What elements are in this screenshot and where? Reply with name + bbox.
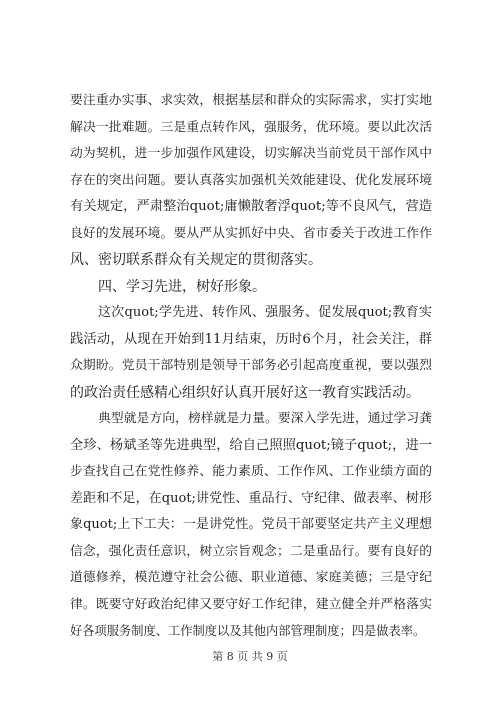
body-text bbox=[70, 88, 432, 645]
text-line: 象quot;上下工夫：一是讲党性。党员干部要坚定共产主义理想 bbox=[70, 517, 432, 532]
text-line: 解决一批难题。三是重点转作风，强服务，优环境。要以此次活 bbox=[70, 119, 432, 135]
section-heading bbox=[70, 274, 432, 301]
text-line: 全珍、杨斌圣等先进典型，给自己照照quot;镜子quot;，进一 bbox=[70, 437, 432, 453]
paragraph bbox=[70, 300, 432, 406]
text-line: 的政治责任感精心组织好认真开展好这一教育实践活动。 bbox=[70, 384, 420, 401]
text-line: 存在的突出问题。要认真落实加强机关效能建设、优化发展环境 bbox=[70, 172, 432, 188]
text-line: 风、密切联系群众有关规定的贯彻落实。 bbox=[70, 252, 322, 268]
text-line: 践活动，从现在开始到11月结束，历时6个月，社会关注，群 bbox=[70, 331, 432, 347]
text-line: 差距和不足，在quot;讲党性、重品行、守纪律、做表率、树形 bbox=[70, 490, 432, 506]
text-line: 众期盼。党员干部特别是领导干部务必引起高度重视，要以强烈 bbox=[70, 358, 432, 373]
text-line: 信念，强化责任意识，树立宗旨观念；二是重品行。要有良好的 bbox=[70, 543, 432, 559]
text-line: 典型就是方向，榜样就是力量。要深入学先进，通过学习龚 bbox=[98, 411, 432, 426]
text-line: 要注重办实事、求实效，根据基层和群众的实际需求，实打实地 bbox=[70, 93, 432, 108]
text-line: 有关规定，严肃整治quot;庸懒散奢浮quot;等不良风气，营造 bbox=[70, 199, 432, 214]
text-line: 好各项服务制度、工作制度以及其他内部管理制度；四是做表率。 bbox=[70, 624, 426, 638]
page-number-footer: 第 8 页 共 9 页 bbox=[212, 650, 288, 663]
paragraph bbox=[70, 88, 432, 274]
text-line: 步查找自己在党性修养、能力素质、工作作风、工作业绩方面的 bbox=[70, 464, 432, 479]
text-line: 四、学习先进，树好形象。 bbox=[98, 278, 266, 295]
text-line: 道德修养，模范遵守社会公德、职业道德、家庭美德；三是守纪 bbox=[70, 570, 432, 585]
text-line: 动为契机，进一步加强作风建设，切实解决当前党员干部作风中 bbox=[70, 146, 432, 161]
text-line: 这次quot;学先进、转作风、强服务、促发展quot;教育实 bbox=[98, 305, 432, 320]
paragraph bbox=[70, 406, 432, 645]
text-line: 律。既要守好政治纪律又要守好工作纪律，建立健全并严格落实 bbox=[70, 596, 432, 612]
text-line: 良好的发展环境。要从严从实抓好中央、省市委关于改进工作作 bbox=[70, 225, 432, 241]
